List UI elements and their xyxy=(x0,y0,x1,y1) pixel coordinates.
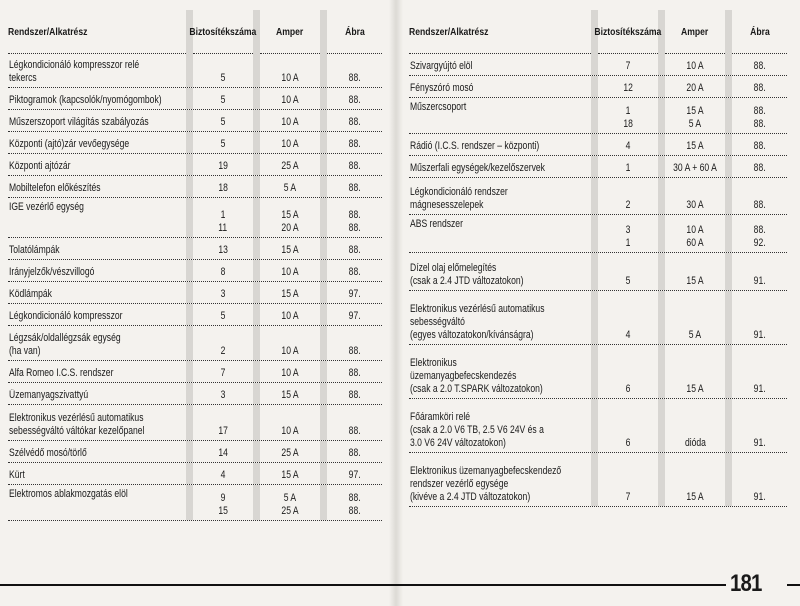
amper-cell: 15 A 20 A xyxy=(281,209,299,234)
figure-ref-cell: 88. xyxy=(753,162,766,174)
figure-ref-cell: 88. xyxy=(348,447,361,459)
amper-cell: 10 A xyxy=(281,367,299,379)
table-row xyxy=(409,215,787,253)
amper-cell: 10 A xyxy=(281,345,299,357)
system-cell: Dízel olaj előmelegítés (csak a 2.4 JTD változatokon) xyxy=(410,262,524,287)
figure-ref-cell: 91. xyxy=(753,437,766,449)
fuse-number-cell: 4 xyxy=(220,469,226,481)
table-row xyxy=(409,54,787,76)
table-row xyxy=(8,326,382,361)
table-row xyxy=(8,238,382,260)
page-number: 181 xyxy=(730,570,762,597)
fuse-number-cell: 5 xyxy=(220,72,226,84)
table-row xyxy=(8,260,382,282)
table-row xyxy=(409,76,787,98)
system-cell: Légzsák/oldallégzsák egység (ha van) xyxy=(9,332,121,357)
table-row xyxy=(8,361,382,383)
amper-cell: 15 A xyxy=(686,491,704,503)
amper-cell: 10 A xyxy=(686,60,704,72)
table-row xyxy=(8,110,382,132)
system-cell: Alfa Romeo I.C.S. rendszer xyxy=(9,367,114,379)
table-row xyxy=(409,178,787,215)
fuse-number-cell: 3 1 xyxy=(625,224,631,249)
system-cell: Ködlámpák xyxy=(9,288,52,300)
fuse-number-cell: 1 xyxy=(625,162,631,174)
system-cell: Tolatólámpák xyxy=(9,244,60,256)
figure-ref-cell: 88. 92. xyxy=(753,224,766,249)
amper-cell: 10 A xyxy=(281,116,299,128)
fuse-number-cell: 4 xyxy=(625,140,631,152)
table-rows xyxy=(8,54,382,521)
figure-ref-cell: 88. xyxy=(753,199,766,211)
fuse-number-cell: 8 xyxy=(220,266,226,278)
table-row xyxy=(8,383,382,405)
fuse-table-right xyxy=(409,10,787,507)
figure-ref-cell: 97. xyxy=(348,288,361,300)
figure-ref-cell: 88. xyxy=(348,389,361,401)
system-cell: Főáramköri relé (csak a 2.0 V6 TB, 2.5 V6 24V és a 3.0 V6 24V változatokon) xyxy=(410,411,544,449)
table-row xyxy=(409,345,787,399)
system-cell: Műszercsoport xyxy=(410,101,467,113)
amper-cell: 10 A xyxy=(281,266,299,278)
fuse-number-cell: 4 xyxy=(625,329,631,341)
figure-ref-cell: 88. 88. xyxy=(348,209,361,234)
system-cell: Központi (ajtó)zár vevőegysége xyxy=(9,138,130,150)
fuse-number-cell: 3 xyxy=(220,288,226,300)
table-row xyxy=(8,154,382,176)
figure-ref-cell: 88. 88. xyxy=(753,105,766,130)
fuse-number-cell: 19 xyxy=(218,160,228,172)
fuse-table-left xyxy=(8,10,382,521)
table-row xyxy=(8,485,382,521)
table-row xyxy=(8,88,382,110)
figure-ref-cell: 88. xyxy=(348,116,361,128)
system-cell: Kürt xyxy=(9,469,25,481)
table-rows xyxy=(409,54,787,507)
fuse-number-cell: 7 xyxy=(625,491,631,503)
system-cell: Rádió (I.C.S. rendszer – központi) xyxy=(410,140,540,152)
table-row xyxy=(8,463,382,485)
system-cell: Szélvédő mosó/törlő xyxy=(9,447,87,459)
fuse-number-cell: 9 15 xyxy=(218,492,228,517)
amper-cell: 10 A xyxy=(281,310,299,322)
amper-cell: 15 A 5 A xyxy=(686,105,704,130)
system-cell: Műszerszoport világítás szabályozás xyxy=(9,116,149,128)
amper-cell: 25 A xyxy=(281,447,299,459)
table-row xyxy=(409,134,787,156)
table-row xyxy=(409,291,787,345)
header-amper: Amper xyxy=(276,25,304,38)
fuse-number-cell: 2 xyxy=(220,345,226,357)
figure-ref-cell: 88. xyxy=(348,425,361,437)
system-cell: Légkondicionáló rendszer mágnesesszelepek xyxy=(410,186,508,211)
amper-cell: 30 A xyxy=(686,199,704,211)
amper-cell: 5 A xyxy=(688,329,702,341)
amper-cell: 5 A 25 A xyxy=(281,492,299,517)
table-row xyxy=(8,405,382,441)
fuse-number-cell: 14 xyxy=(218,447,228,459)
amper-cell: 10 A xyxy=(281,72,299,84)
system-cell: Fényszóró mosó xyxy=(410,82,474,94)
table-row xyxy=(8,304,382,326)
fuse-number-cell: 5 xyxy=(220,94,226,106)
system-cell: Elektronikus vezérlésű automatikus sebességváltó váltókar kezelőpanel xyxy=(9,412,145,437)
figure-ref-cell: 88. xyxy=(348,244,361,256)
fuse-number-cell: 5 xyxy=(625,275,631,287)
header-abra: Ábra xyxy=(344,25,365,38)
header-system: Rendszer/Alkatrész xyxy=(409,25,489,38)
system-cell: Elektromos ablakmozgatás elöl xyxy=(9,488,128,500)
amper-cell: 15 A xyxy=(686,275,704,287)
fuse-number-cell: 7 xyxy=(625,60,631,72)
system-cell: ABS rendszer xyxy=(410,218,463,230)
table-row xyxy=(8,176,382,198)
fuse-number-cell: 2 xyxy=(625,199,631,211)
system-cell: Irányjelzők/vészvillogó xyxy=(9,266,95,278)
figure-ref-cell: 88. xyxy=(348,367,361,379)
system-cell: Központi ajtózár xyxy=(9,160,71,172)
system-cell: Elektronikus üzemanyagbefecskendező rendszer vezérlő egysége (kivéve a 2.4 JTD változatokon) xyxy=(410,465,562,503)
figure-ref-cell: 88. xyxy=(348,266,361,278)
amper-cell: 5 A xyxy=(283,182,297,194)
figure-ref-cell: 91. xyxy=(753,275,766,287)
fuse-number-cell: 5 xyxy=(220,138,226,150)
fuse-number-cell: 12 xyxy=(623,82,633,94)
table-row xyxy=(409,98,787,134)
amper-cell: 15 A xyxy=(281,288,299,300)
table-row xyxy=(8,441,382,463)
table-row xyxy=(409,399,787,453)
system-cell: Szivargyújtó elöl xyxy=(410,60,473,72)
figure-ref-cell: 88. xyxy=(348,345,361,357)
amper-cell: 10 A xyxy=(281,138,299,150)
amper-cell: 15 A xyxy=(281,469,299,481)
figure-ref-cell: 97. xyxy=(348,310,361,322)
figure-ref-cell: 88. xyxy=(348,72,361,84)
system-cell: Műszerfali egységek/kezelőszervek xyxy=(410,162,545,174)
fuse-number-cell: 1 18 xyxy=(623,105,633,130)
fuse-number-cell: 18 xyxy=(218,182,228,194)
figure-ref-cell: 88. xyxy=(348,94,361,106)
table-row xyxy=(8,132,382,154)
amper-cell: 20 A xyxy=(686,82,704,94)
fuse-number-cell: 13 xyxy=(218,244,228,256)
fuse-number-cell: 7 xyxy=(220,367,226,379)
book-spine xyxy=(389,0,403,606)
footer-rule-tail xyxy=(787,584,800,586)
header-amper: Amper xyxy=(681,25,709,38)
figure-ref-cell: 88. 88. xyxy=(348,492,361,517)
system-cell: Mobiltelefon előkészítés xyxy=(9,182,101,194)
system-cell: Piktogramok (kapcsolók/nyomógombok) xyxy=(9,94,162,106)
amper-cell: 10 A xyxy=(281,425,299,437)
figure-ref-cell: 88. xyxy=(348,138,361,150)
table-row xyxy=(8,198,382,238)
figure-ref-cell: 88. xyxy=(753,60,766,72)
table-header xyxy=(409,10,787,54)
header-system: Rendszer/Alkatrész xyxy=(8,25,88,38)
amper-cell: 10 A 60 A xyxy=(686,224,704,249)
footer-rule xyxy=(0,584,726,586)
table-row xyxy=(409,453,787,507)
amper-cell: 15 A xyxy=(686,140,704,152)
fuse-number-cell: 5 xyxy=(220,310,226,322)
table-row xyxy=(8,282,382,304)
table-row xyxy=(8,54,382,88)
amper-cell: 15 A xyxy=(281,389,299,401)
figure-ref-cell: 91. xyxy=(753,383,766,395)
amper-cell: 30 A + 60 A xyxy=(673,162,717,174)
figure-ref-cell: 97. xyxy=(348,469,361,481)
system-cell: Légkondicionáló kompresszor relé tekercs xyxy=(9,59,140,84)
fuse-number-cell: 1 11 xyxy=(218,209,228,234)
header-abra: Ábra xyxy=(749,25,770,38)
table-row xyxy=(409,253,787,291)
system-cell: Elektronikus üzemanyagbefecskendezés (csak a 2.0 T.SPARK változatokon) xyxy=(410,357,543,395)
system-cell: Üzemanyagszivattyú xyxy=(9,389,89,401)
figure-ref-cell: 88. xyxy=(348,182,361,194)
table-header xyxy=(8,10,382,54)
system-cell: IGE vezérlő egység xyxy=(9,201,84,213)
fuse-number-cell: 3 xyxy=(220,389,226,401)
figure-ref-cell: 91. xyxy=(753,491,766,503)
fuse-number-cell: 6 xyxy=(625,437,631,449)
fuse-number-cell: 17 xyxy=(218,425,228,437)
figure-ref-cell: 88. xyxy=(348,160,361,172)
header-fuse: Biztosíték száma xyxy=(189,25,257,38)
amper-cell: 10 A xyxy=(281,94,299,106)
system-cell: Elektronikus vezérlésű automatikus sebességváltó (egyes változatokon/kívánságra) xyxy=(410,303,545,341)
table-row xyxy=(409,156,787,178)
fuse-number-cell: 5 xyxy=(220,116,226,128)
header-fuse: Biztosíték száma xyxy=(594,25,662,38)
fuse-number-cell: 6 xyxy=(625,383,631,395)
amper-cell: 15 A xyxy=(281,244,299,256)
amper-cell: 15 A xyxy=(686,383,704,395)
system-cell: Légkondicionáló kompresszor xyxy=(9,310,123,322)
amper-cell: dióda xyxy=(684,437,706,449)
figure-ref-cell: 91. xyxy=(753,329,766,341)
figure-ref-cell: 88. xyxy=(753,140,766,152)
figure-ref-cell: 88. xyxy=(753,82,766,94)
amper-cell: 25 A xyxy=(281,160,299,172)
